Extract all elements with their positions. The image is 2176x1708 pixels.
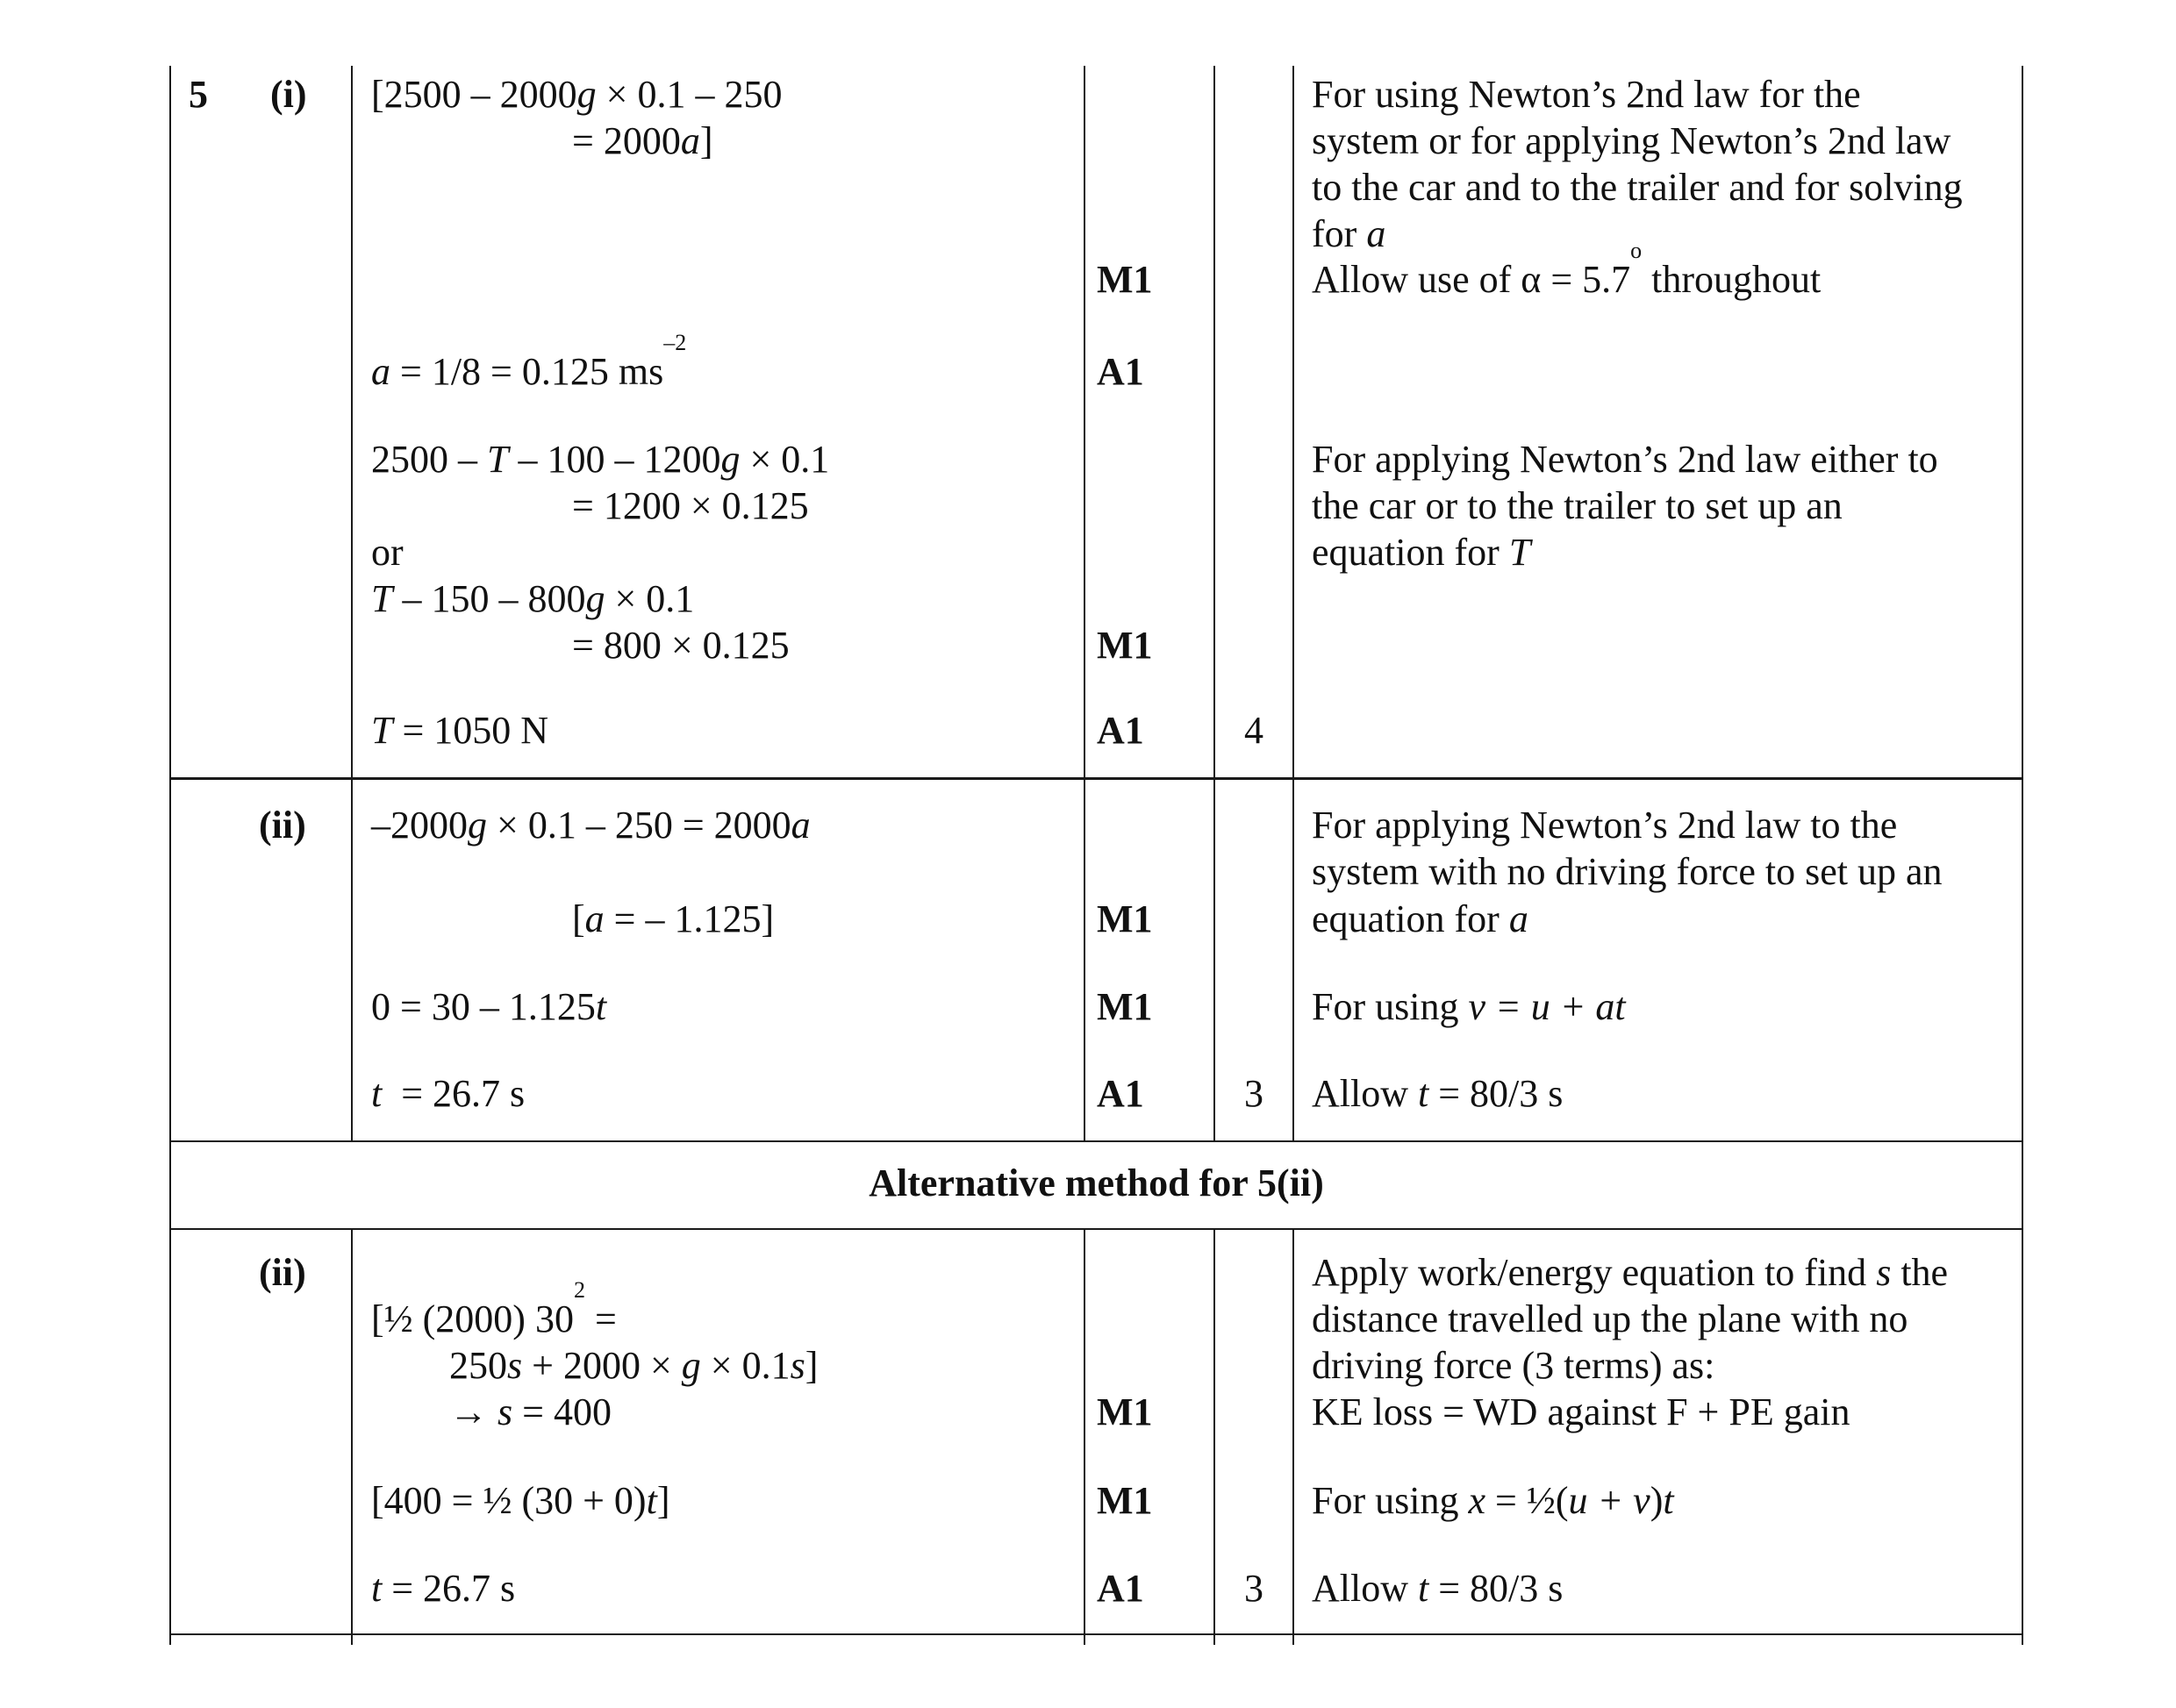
alt-ii-label: (ii)	[259, 1251, 306, 1294]
part-i-or: or	[371, 531, 404, 574]
part-i-note2-l3: equation for T	[1312, 531, 1531, 574]
alt-note1-l1: Apply work/energy equation to find s the	[1312, 1251, 1949, 1294]
part-i-eq3-line1: T – 150 – 800g × 0.1	[371, 577, 695, 620]
col-border-working	[1084, 66, 1085, 1142]
col-border-working-alt	[1084, 1229, 1085, 1645]
part-ii-label: (ii)	[259, 804, 306, 847]
alt-note2: For using x = ½(u + v)t	[1312, 1479, 1674, 1522]
alt-result: t = 26.7 s	[371, 1567, 516, 1610]
alt-note1-l3: driving force (3 terms) as:	[1312, 1344, 1715, 1387]
part-i-mark-2: A1	[1097, 350, 1144, 393]
col-border-right	[2022, 66, 2023, 1645]
part-i-tension: T = 1050 N	[371, 709, 549, 752]
part-i-label: (i)	[270, 73, 307, 116]
part-i-mark-4: A1	[1097, 709, 1144, 752]
alt-mark-1: M1	[1097, 1390, 1153, 1433]
part-i-note1-l2: system or for applying Newton’s 2nd law	[1312, 119, 1951, 162]
alt-eq1-line2: 250s + 2000 × g × 0.1s]	[449, 1344, 819, 1387]
part-i-eq2-line1: 2500 – T – 100 – 1200g × 0.1	[371, 438, 830, 481]
col-border-qnum	[351, 66, 353, 1142]
alt-mark-2: M1	[1097, 1479, 1153, 1522]
alternative-method-heading: Alternative method for 5(ii)	[869, 1161, 1324, 1204]
part-ii-note1-l2: system with no driving force to set up an	[1312, 850, 1943, 893]
part-ii-note1-l1: For applying Newton’s 2nd law to the	[1312, 804, 1898, 847]
part-i-eq1-line2: = 2000a]	[572, 119, 713, 162]
part-i-eq3-line2: = 800 × 0.125	[572, 624, 790, 667]
alt-note1-l4: KE loss = WD against F + PE gain	[1312, 1390, 1850, 1433]
part-ii-mark-1: M1	[1097, 897, 1153, 940]
col-border-marks	[1213, 66, 1215, 1142]
part-ii-note2: For using v = u + at	[1312, 985, 1626, 1028]
part-i-mark-1: M1	[1097, 258, 1153, 301]
alt-note1-l2: distance travelled up the plane with no	[1312, 1297, 1908, 1340]
part-ii-note1-l3: equation for a	[1312, 897, 1528, 940]
part-ii-total: 3	[1244, 1072, 1263, 1115]
part-ii-eq3: 0 = 30 – 1.125t	[371, 985, 607, 1028]
col-border-qnum-alt	[351, 1229, 353, 1645]
alt-mark-3: A1	[1097, 1567, 1144, 1610]
alt-note3: Allow t = 80/3 s	[1312, 1567, 1564, 1610]
part-ii-eq2: [a = – 1.125]	[572, 897, 775, 940]
part-i-total: 4	[1244, 709, 1263, 752]
col-border-total-alt	[1292, 1229, 1294, 1645]
part-i-note2-l2: the car or to the trailer to set up an	[1312, 484, 1843, 527]
alt-eq2: [400 = ½ (30 + 0)t]	[371, 1479, 670, 1522]
part-ii-note3: Allow t = 80/3 s	[1312, 1072, 1564, 1115]
part-i-note1-l3: to the car and to the trailer and for solving	[1312, 166, 1963, 209]
row-divider-ii	[169, 1140, 2023, 1142]
alt-total: 3	[1244, 1567, 1263, 1610]
col-border-left	[169, 66, 171, 1645]
question-number: 5	[189, 73, 208, 116]
row-divider-alt-heading	[169, 1228, 2023, 1230]
part-i-note1-l4: for a	[1312, 212, 1386, 255]
part-ii-mark-2: M1	[1097, 985, 1153, 1028]
part-i-acceleration: a = 1/8 = 0.125 $ms^{-2}$	[371, 330, 687, 393]
part-ii-eq1: –2000g × 0.1 – 250 = 2000a	[371, 804, 811, 847]
row-divider-alt	[169, 1633, 2023, 1635]
part-i-note1-l1: For using Newton’s 2nd law for the	[1312, 73, 1861, 116]
part-i-note1-l5: Allow use of $\alpha = 5.7^o$ throughout	[1312, 238, 1822, 301]
col-border-total	[1292, 66, 1294, 1142]
alt-eq1-line3: → s = 400	[449, 1390, 612, 1433]
row-divider-i	[169, 777, 2023, 780]
part-i-eq2-line2: = 1200 × 0.125	[572, 484, 809, 527]
part-i-note2-l1: For applying Newton’s 2nd law either to	[1312, 438, 1938, 481]
part-i-mark-3: M1	[1097, 624, 1153, 667]
part-i-eq1-line1: [2500 – 2000g × 0.1 – 250	[371, 73, 783, 116]
alt-eq1-line1: [½ (2000) $30^2$ =	[371, 1277, 617, 1340]
part-ii-mark-3: A1	[1097, 1072, 1144, 1115]
part-ii-result: t = 26.7 s	[371, 1072, 526, 1115]
